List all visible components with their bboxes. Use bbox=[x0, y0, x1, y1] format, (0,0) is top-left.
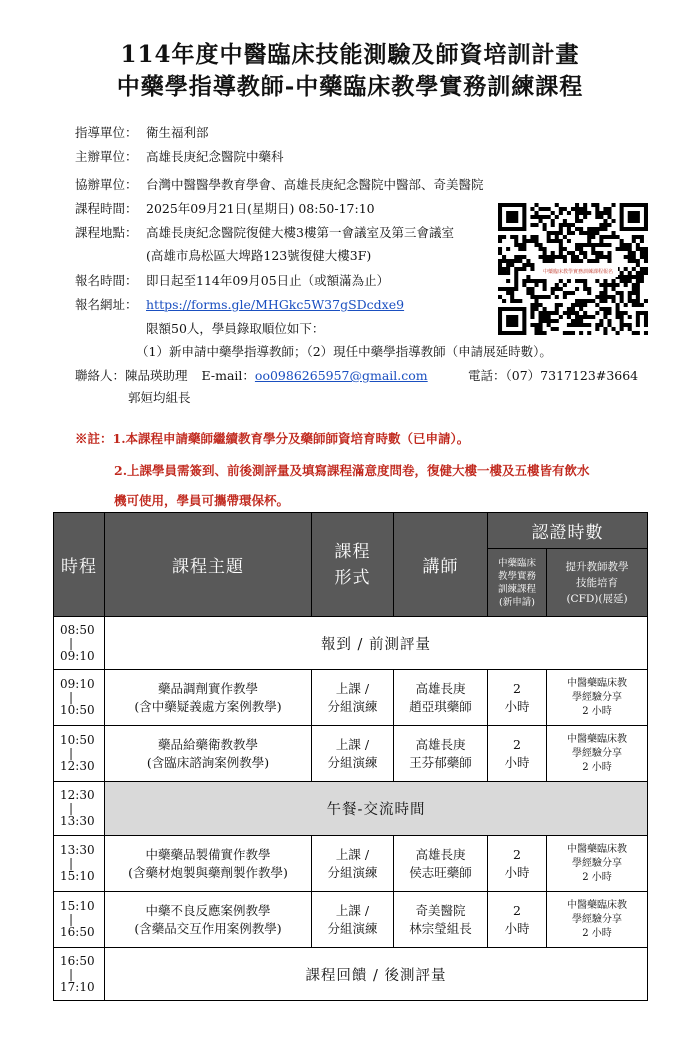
hours-value: 2 bbox=[513, 736, 521, 752]
contact-name-2: 郭姮均組長 bbox=[128, 390, 191, 405]
signup-url-label: 報名網址： bbox=[75, 297, 138, 312]
lecturer-org: 高雄長庚 bbox=[415, 846, 466, 862]
signup-time-label: 報名時間： bbox=[75, 273, 138, 288]
span-activity: 午餐-交流時間 bbox=[105, 782, 648, 836]
ext-line1: 中醫藥臨床教 bbox=[567, 899, 627, 911]
format-line2: 分組演練 bbox=[327, 920, 378, 936]
topic-subtitle: (含藥材炮製與藥劑製作教學) bbox=[128, 864, 288, 880]
time-start: 15:10 bbox=[60, 899, 95, 913]
hours-new-cell bbox=[488, 670, 547, 726]
time-start: 10:50 bbox=[60, 733, 95, 747]
course-location bbox=[75, 224, 454, 242]
hours-value: 2 bbox=[513, 846, 521, 862]
course-time-value: 2025年09月21日(星期日) 08:50-17:10 bbox=[146, 201, 375, 216]
lecturer-cell bbox=[394, 726, 488, 782]
hours-value: 2 bbox=[513, 902, 521, 918]
course-location-value: 高雄長庚紀念醫院復健大樓3樓第一會議室及第三會議室 bbox=[146, 225, 454, 240]
header-format bbox=[312, 513, 394, 617]
topic-cell bbox=[105, 726, 312, 782]
topic-title: 中藥藥品製備實作教學 bbox=[145, 846, 271, 862]
time-end: 12:30 bbox=[60, 759, 95, 773]
co-organizer-value: 台灣中醫醫學教育學會、高雄長庚紀念醫院中醫部、奇美醫院 bbox=[146, 177, 484, 192]
co-organizer-unit bbox=[75, 176, 484, 194]
organizer-unit bbox=[75, 148, 284, 166]
time-end: 15:10 bbox=[60, 869, 95, 883]
ext-line1: 中醫藥臨床教 bbox=[567, 677, 627, 689]
header-cert-new-l4: (新申請) bbox=[499, 596, 535, 608]
table-row bbox=[54, 670, 648, 726]
ext-line1: 中醫藥臨床教 bbox=[567, 733, 627, 745]
format-line1: 上課 / bbox=[335, 680, 370, 696]
ext-line3: 2 小時 bbox=[582, 761, 612, 773]
format-line2: 分組演練 bbox=[327, 698, 378, 714]
time-separator: | bbox=[69, 690, 74, 704]
topic-cell bbox=[105, 670, 312, 726]
lecturer-org: 高雄長庚 bbox=[415, 680, 466, 696]
header-lecturer: 講師 bbox=[394, 513, 488, 617]
co-organizer-label: 協辦單位： bbox=[75, 177, 138, 192]
contact-name: 陳品瑛助理 bbox=[125, 368, 188, 383]
course-address: (高雄市鳥松區大埤路123號復健大樓3F) bbox=[146, 248, 372, 263]
format-line2: 分組演練 bbox=[327, 754, 378, 770]
hours-unit: 小時 bbox=[504, 920, 530, 936]
topic-subtitle: (含藥品交互作用案例教學) bbox=[134, 920, 282, 936]
header-time: 時程 bbox=[54, 513, 105, 617]
lecturer-org: 奇美醫院 bbox=[415, 902, 466, 918]
time-start: 13:30 bbox=[60, 843, 95, 857]
hours-ext-cell bbox=[547, 726, 648, 782]
table-row bbox=[54, 892, 648, 948]
hours-value: 2 bbox=[513, 680, 521, 696]
header-topic: 課程主題 bbox=[105, 513, 312, 617]
organizer-value: 高雄長庚紀念醫院中藥科 bbox=[146, 149, 284, 164]
header-cert-ext-l3: (CFD)(展延) bbox=[566, 592, 628, 605]
topic-title: 藥品調劑實作教學 bbox=[157, 680, 258, 696]
phone bbox=[468, 367, 638, 385]
format-cell bbox=[312, 670, 394, 726]
header-cert-new-l1: 中藥臨床 bbox=[497, 557, 536, 569]
time-start: 12:30 bbox=[60, 788, 95, 802]
format-cell bbox=[312, 892, 394, 948]
signup-url bbox=[75, 296, 404, 314]
signup-url-link[interactable]: https://forms.gle/MHGkc5W37gSDcdxe9 bbox=[146, 297, 405, 312]
ext-line3: 2 小時 bbox=[582, 705, 612, 717]
time-end: 09:10 bbox=[60, 648, 95, 663]
lecturer-cell bbox=[394, 892, 488, 948]
ext-line3: 2 小時 bbox=[582, 871, 612, 883]
hours-unit: 小時 bbox=[504, 864, 530, 880]
time-start: 09:10 bbox=[60, 677, 95, 691]
time-end: 17:10 bbox=[60, 979, 95, 994]
time-separator: | bbox=[69, 966, 74, 981]
header-cert-new-l3: 訓練課程 bbox=[497, 583, 536, 595]
phone-label: 電話： bbox=[468, 368, 506, 383]
signup-time-value: 即日起至114年09月05日止（或額滿為止） bbox=[146, 273, 390, 288]
table-row bbox=[54, 836, 648, 892]
header-cert-ext-l2: 技能培育 bbox=[576, 576, 618, 589]
ext-line1: 中醫藥臨床教 bbox=[567, 843, 627, 855]
contact-line bbox=[75, 367, 428, 385]
note-1: ※註：1.本課程申請藥師繼續教育學分及藥師師資培育時數（已申請）。 bbox=[75, 431, 470, 446]
header-cert-new bbox=[488, 549, 547, 617]
guidance-label: 指導單位： bbox=[75, 125, 138, 140]
hours-new-cell bbox=[488, 892, 547, 948]
qr-caption: 中藥臨床教學實務訓練課程報名 bbox=[538, 267, 618, 277]
topic-title: 藥品給藥衛教教學 bbox=[157, 736, 258, 752]
header-format-line2: 形式 bbox=[334, 567, 371, 588]
hours-ext-cell bbox=[547, 892, 648, 948]
span-activity: 課程回饋 / 後測評量 bbox=[105, 948, 648, 1001]
time-cell bbox=[54, 782, 105, 836]
format-line1: 上課 / bbox=[335, 736, 370, 752]
schedule-table bbox=[53, 512, 648, 1001]
hours-new-cell bbox=[488, 726, 547, 782]
format-line2: 分組演練 bbox=[327, 864, 378, 880]
time-separator: | bbox=[69, 746, 74, 760]
time-cell bbox=[54, 617, 105, 670]
header-cert-new-l2: 教學實務 bbox=[497, 570, 536, 582]
quota-text: 限額50人，學員錄取順位如下： bbox=[146, 321, 325, 336]
topic-title: 中藥不良反應案例教學 bbox=[145, 902, 271, 918]
hours-unit: 小時 bbox=[504, 754, 530, 770]
time-start: 08:50 bbox=[60, 622, 95, 637]
ext-line2: 學經驗分享 bbox=[572, 857, 622, 869]
table-row bbox=[54, 782, 648, 836]
contact-label: 聯絡人： bbox=[75, 368, 126, 383]
lecturer-cell bbox=[394, 836, 488, 892]
note-2-line2: 機可使用，學員可攜帶環保杯。 bbox=[114, 493, 290, 508]
course-time-label: 課程時間： bbox=[75, 201, 138, 216]
email-link[interactable]: oo0986265957@gmail.com bbox=[254, 368, 428, 383]
time-separator: | bbox=[69, 912, 74, 926]
document-title-line1: 114年度中醫臨床技能測驗及師資培訓計畫 bbox=[120, 41, 580, 68]
time-cell bbox=[54, 670, 105, 726]
time-end: 16:50 bbox=[60, 925, 95, 939]
time-start: 16:50 bbox=[60, 953, 95, 968]
time-end: 13:30 bbox=[60, 814, 95, 828]
table-row bbox=[54, 948, 648, 1001]
phone-value: （07）7317123#3664 bbox=[505, 368, 639, 383]
hours-ext-cell bbox=[547, 670, 648, 726]
guidance-unit bbox=[75, 124, 209, 142]
time-separator: | bbox=[69, 856, 74, 870]
ext-line2: 學經驗分享 bbox=[572, 747, 622, 759]
hours-ext-cell bbox=[547, 836, 648, 892]
note-2-line1: 2.上課學員需簽到、前後測評量及填寫課程滿意度問卷，復健大樓一樓及五樓皆有飲水 bbox=[114, 463, 590, 478]
signup-qr-code[interactable] bbox=[498, 203, 648, 335]
topic-cell bbox=[105, 836, 312, 892]
header-cert-extend bbox=[547, 549, 648, 617]
course-time bbox=[75, 200, 375, 218]
time-cell bbox=[54, 836, 105, 892]
organizer-label: 主辦單位： bbox=[75, 149, 138, 164]
topic-cell bbox=[105, 892, 312, 948]
topic-subtitle: (含臨床諮詢案例教學) bbox=[146, 754, 270, 770]
guidance-value: 衛生福利部 bbox=[146, 125, 209, 140]
lecturer-cell bbox=[394, 670, 488, 726]
lecturer-name: 林宗瑩組長 bbox=[409, 920, 472, 936]
lecturer-name: 趙亞琪藥師 bbox=[409, 698, 472, 714]
lecturer-org: 高雄長庚 bbox=[415, 736, 466, 752]
table-row bbox=[54, 617, 648, 670]
time-separator: | bbox=[69, 635, 74, 650]
ext-line3: 2 小時 bbox=[582, 927, 612, 939]
ext-line2: 學經驗分享 bbox=[572, 691, 622, 703]
header-cert-ext-l1: 提升教師教學 bbox=[565, 560, 629, 573]
document-title-line2: 中藥學指導教師-中藥臨床教學實務訓練課程 bbox=[116, 73, 584, 100]
span-activity: 報到 / 前測評量 bbox=[105, 617, 648, 670]
topic-subtitle: (含中藥疑義處方案例教學) bbox=[134, 698, 282, 714]
course-location-label: 課程地點： bbox=[75, 225, 138, 240]
ext-line2: 學經驗分享 bbox=[572, 913, 622, 925]
lecturer-name: 王芬郁藥師 bbox=[409, 754, 472, 770]
hours-new-cell bbox=[488, 836, 547, 892]
format-line1: 上課 / bbox=[335, 902, 370, 918]
time-cell bbox=[54, 892, 105, 948]
email-label: E-mail： bbox=[201, 368, 255, 383]
hours-unit: 小時 bbox=[504, 698, 530, 714]
time-cell bbox=[54, 726, 105, 782]
format-cell bbox=[312, 836, 394, 892]
time-cell bbox=[54, 948, 105, 1001]
lecturer-name: 侯志旺藥師 bbox=[409, 864, 472, 880]
format-cell bbox=[312, 726, 394, 782]
header-cert-hours: 認證時數 bbox=[488, 513, 648, 549]
header-format-line1: 課程 bbox=[334, 541, 371, 562]
format-line1: 上課 / bbox=[335, 846, 370, 862]
time-end: 10:50 bbox=[60, 703, 95, 717]
priority-text: （1）新申請中藥學指導教師；（2）現任中藥學指導教師（申請展延時數）。 bbox=[136, 344, 552, 359]
signup-time bbox=[75, 272, 389, 290]
time-separator: | bbox=[69, 801, 74, 815]
table-row bbox=[54, 726, 648, 782]
